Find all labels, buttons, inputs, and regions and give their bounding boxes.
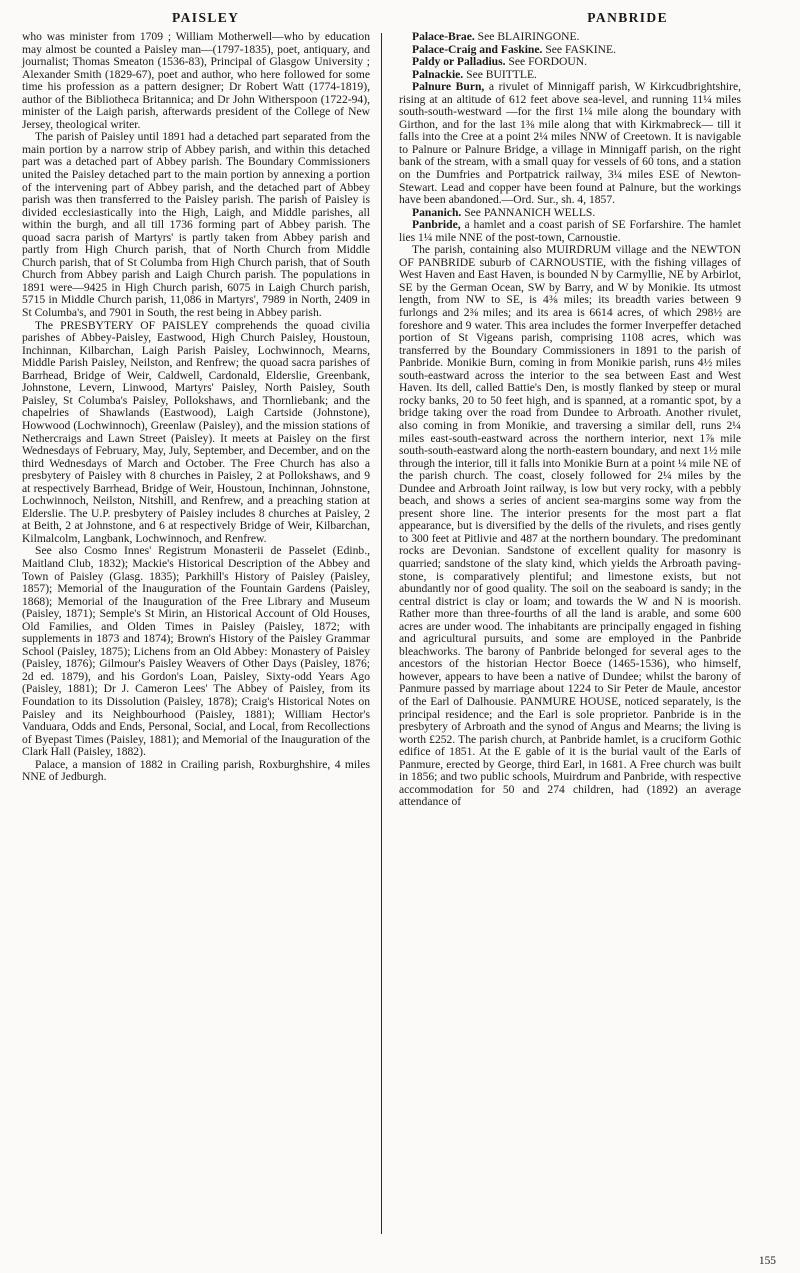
- paragraph: The parish of Paisley until 1891 had a detached part separated from the main portion by a narrow strip of Abbey parish, and within this detached part was a detached part of Abbey parish. The Boundary Commissioners united the Paisley detached part to the main portion by annexing a portion of the intervening part of Abbey parish, and the detached part of Abbey parish was then transferred to the Paisley parish. The parish of Paisley is divided ecclesiastically into the High, Laigh, and Middle parishes, all within the burgh, and all till 1736 forming part of Abbey parish. The quoad sacra parish of Martyrs' is partly taken from Abbey parish and partly from High Church parish, that of North Church from Middle Church parish, that of St Columba from High Church parish, that of South Church from Abbey parish and Laigh Church parish. The populations in 1891 were—9425 in High Church parish, 6075 in Laigh Church parish, 5715 in Middle Church parish, 11,086 in Martyrs', 7989 in North, 2409 in St Columba's, and 7901 in South, the rest being in Abbey parish.: [22, 130, 370, 320]
- page-header: [22, 10, 778, 28]
- entry-text: See PANNANICH WELLS.: [461, 205, 596, 219]
- page-number: 155: [758, 1255, 776, 1267]
- entry-text: See FASKINE.: [542, 42, 616, 56]
- entry-text: See BUITTLE.: [463, 67, 537, 81]
- headword: Panbride,: [412, 218, 461, 232]
- header-right-title: PANBRIDE: [587, 10, 668, 25]
- right-column: [382, 31, 741, 1236]
- headword: Palnackie.: [412, 67, 464, 81]
- paragraph: The PRESBYTERY OF PAISLEY comprehends the quoad civilia parishes of Abbey-Paisley, Eastwood, High Church Paisley, Houstoun, Inchinnan, Kilbarchan, Laigh Parish Paisley, Lochwinnoch, Mearns, Middle Parish Paisley, Neilston, and Renfrew; the quoad sacra parishes of Barrhead, Bridge of Weir, Caldwell, Cardonald, Elderslie, Greenbank, Johnstone, Levern, Linwood, Martyrs' Paisley, North Paisley, South Paisley, St Columba's Paisley, Pollokshaws, and Thornliebank; and the chapelries of Shawlands (Eastwood), Laigh Cartside (Johnstone), Howwood (Lochwinnoch), Greenlaw (Paisley), and the mission stations of Nethercraigs and Lawn Street (Paisley). It meets at Paisley on the first Wednesdays of February, May, July, September, and December, and on the third Wednesdays of March and October. The Free Church has also a presbytery of Paisley with 8 churches in Paisley, 2 at Pollokshaws, and 9 at respectively Barrhead, Bridge of Weir, Houstoun, Inchinnan, Johnstone, Lochwinnoch, Neilston, Nitshill, and Renfrew, and a preaching station at Elderslie. The U.P. presbytery of Paisley includes 8 churches at Paisley, 2 at Beith, 2 at Johnstone, and 6 at respectively Bridge of Weir, Kilbarchan, Kilmalcolm, Langbank, Lochwinnoch, and Renfrew.: [22, 318, 370, 545]
- entry-panbride: [399, 219, 741, 244]
- left-column: [22, 31, 381, 1236]
- entry-text: See BLAIRINGONE.: [474, 30, 580, 43]
- entry-palace: Palace, a mansion of 1882 in Crailing parish, Roxburghshire, 4 miles NNE of Jedburgh.: [22, 757, 370, 784]
- headword: Paldy or Palladius.: [412, 55, 506, 69]
- headword: Pananich.: [412, 205, 462, 219]
- entry-text: See FORDOUN.: [505, 55, 588, 69]
- headword: Palnure Burn,: [412, 80, 485, 94]
- entry-palnure-burn: [399, 81, 741, 206]
- headword: Palace-Brae.: [412, 30, 475, 43]
- headword: Palace-Craig and Faskine.: [412, 42, 543, 56]
- paragraph: See also Cosmo Innes' Registrum Monasterii de Passelet (Edinb., Maitland Club, 1832); Mackie's Historical Description of the Abbey and Town of Paisley (Glasg. 1835); Parkhill's History of Paisley (Paisley, 1857); Memorial of the Inauguration of the Fountain Gardens (Paisley, 1868); Memorial of the Inauguration of the Free Library and Museum (Paisley, 1871); Semple's St Mirin, an Historical Account of Old Houses, Old Families, and Olden Times in Paisley (Paisley, 1872; with supplements in 1873 and 1874); Brown's History of the Paisley Grammar School (Paisley, 1875); Lichens from an Old Abbey: Monastery of Paisley (Paisley, 1876); Gilmour's Paisley Weavers of Other Days (Paisley, 1876; 2d ed. 1879), and his Gordon's Loan, Paisley, Sixty-odd Years Ago (Paisley, 1881); Dr J. Cameron Lees' The Abbey of Paisley, from its Foundation to its Dissolution (Paisley, 1878); Craig's Historical Notes on Paisley and its Neighbourhood (Paisley, 1881); William Hector's Vanduara, Odds and Ends, Personal, Social, and Local, from Recollections of Byepast Times (Paisley, 1881); and Memorial of the Inauguration of the Clark Hall (Paisley, 1882).: [22, 544, 370, 759]
- paragraph: who was minister from 1709 ; William Motherwell—who by education may almost be counted a Paisley man—(1797-1835), poet, antiquary, and journalist; Thomas Smeaton (1536-83), Principal of Glasgow University ; Alexander Smith (1829-67), poet and author, who here followed for some time his profession as a pattern designer; Dr Robert Watt (1774-1819), author of the Bibliotheca Britannica; and Dr John Witherspoon (1722-94), minister of the Laigh parish, afterwards president of the College of New Jersey, theological writer.: [22, 30, 370, 131]
- two-column-body: [22, 31, 778, 1236]
- paragraph: The parish, containing also MUIRDRUM village and the NEWTON OF PANBRIDE suburb of CARNOUSTIE, with the fishing villages of West Haven and East Haven, is bounded N by Carmyllie, NE by Arbirlot, SE by the German Ocean, SW by Barry, and W by Monikie. Its utmost length, from NW to SE, is 4⅜ miles; its breadth varies between 9 furlongs and 2⅜ miles; and its area is 6614 acres, of which 298½ are foreshore and 9 water. This area includes the former Inverpeffer detached portion of St Vigeans parish, comprising 1108 acres, which was transferred by the Boundary Commissioners in 1891 to the parish of Panbride. Monikie Burn, coming in from Monikie parish, runs 4½ miles south-eastward across the interior to the sea between East and West Haven. Its dell, called Battie's Den, is mostly flanked by steep or mural rocky banks, 20 to 50 feet high, and is spanned, at a romantic spot, by a bridge taking over the road from Dundee to Arbroath. Another rivulet, also coming in from Monikie, and traversing a similar dell, runs 2¼ miles east-south-eastward across the northern interior, next 1⅞ mile south-south-eastward along the north-eastern boundary, and next 1½ mile through the interior, till it falls into Monikie Burn at a point ¼ mile NE of the parish church. The coast, closely followed for 2¼ miles by the Dundee and Arbroath Joint railway, is low but very rocky, with a pebbly beach, and shows a series of ancient sea-margins some way from the present shore line. The interior presents for the most part a flat appearance, but is diversified by the dells of the rivulets, and rises gently to 300 feet at Pitlivie and 487 at the northern boundary. The predominant rocks are Devonian. Sandstone of excellent quality for masonry is quarried; sandstone of the slaty kind, which yields the Arbroath paving-stone, is comparatively plentiful; and limestone exists, but not abundantly nor of good quality. The soil on the seaboard is sandy; in the central district is clay or loam; and towards the W and N is moorish. Rather more than three-fourths of all the land is arable, and some 600 acres are under wood. The inhabitants are principally engaged in fishing and agricultural pursuits, and some are employed in the Panbride bleachworks. The barony of Panbride belonged for several ages to the ancestors of the historian Hector Boece (1465-1536), who himself, however, appears to have been a native of Dundee; whilst the barony of Panmure passed by marriage about 1224 to Sir Peter de Maule, ancestor of the Earl of Dalhousie. PANMURE HOUSE, noticed separately, is the principal residence; and the Earl is sole proprietor. Panbride is in the presbytery of Arbroath and the synod of Angus and Mearns; the living is worth £252. The parish church, at Panbride hamlet, is a cruciform Gothic edifice of 1851. At the E gable of it is the burial vault of the Earls of Panmure, erected by George, third Earl, in 1681. A Free church was built in 1856; and two public schools, Muirdrum and Panbride, with respective accommodation for 50 and 274 children, had (1892) an average attendance of: [399, 243, 741, 809]
- entry-text: a rivulet of Minnigaff parish, W Kirkcudbrightshire, rising at an altitude of 612 feet above sea-level, and running 11¼ miles south-south-westward —for the first 1¼ mile along the boundary with Girthon, and for the last 1⅜ mile along that with Kirkmabreck— till it falls into the Cree at a point 2¼ miles NNW of Creetown. It is navigable to Palnure or Palnure Bridge, a village in Minnigaff parish, on the right bank of the stream, with a small quay for vessels of 60 tons, and a station on the Dumfries and Portpatrick railway, 3¼ miles ESE of Newton-Stewart. Lead and copper have been found at Palnure, but the workings have been abandoned.—Ord. Sur., sh. 4, 1857.: [399, 80, 742, 207]
- entry-text: a hamlet and a coast parish of SE Forfarshire. The hamlet lies 1¼ mile NNE of the post-town, Carnoustie.: [399, 218, 741, 244]
- header-left-title: PAISLEY: [172, 10, 240, 25]
